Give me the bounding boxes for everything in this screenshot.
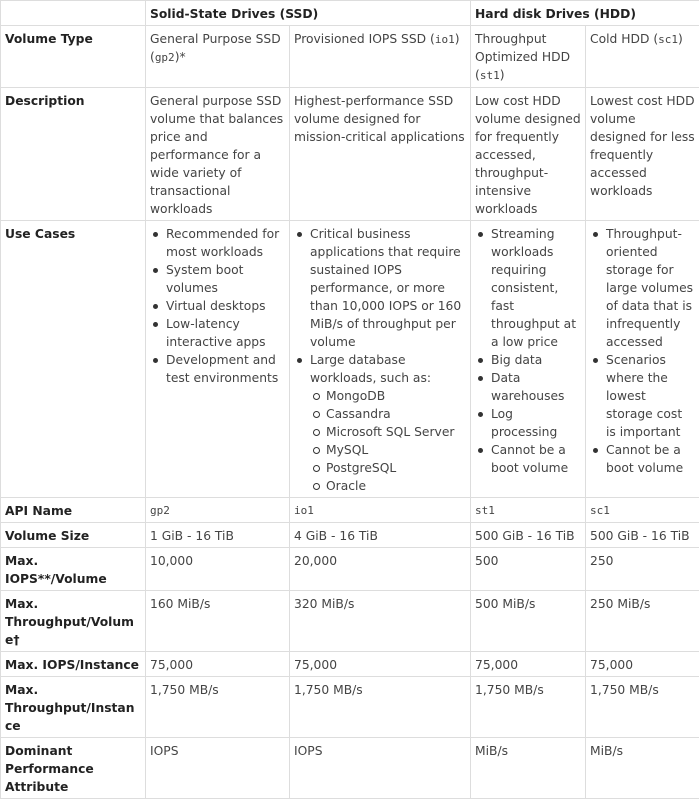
row-use-cases: [1, 221, 699, 498]
cell-sc1-dominant: MiB/s: [586, 738, 699, 799]
type-name: General Purpose SSD (: [150, 32, 281, 64]
cell-io1-tp-instance: 1,750 MB/s: [290, 677, 471, 738]
cell-gp2-tp-instance: 1,750 MB/s: [146, 677, 290, 738]
type-code: io1: [435, 33, 455, 46]
cell-sc1-api: sc1: [586, 498, 699, 523]
header-corner: [1, 1, 146, 26]
row-label: Max. Throughput/Volume†: [1, 591, 146, 652]
row-description: [1, 88, 699, 221]
type-suffix: ): [678, 32, 683, 46]
type-code: gp2: [155, 51, 175, 64]
cell-st1-iops-instance: 75,000: [471, 652, 586, 677]
type-suffix: )*: [175, 50, 186, 64]
row-label: Description: [1, 88, 146, 221]
cell-io1-iops-volume: 20,000: [290, 548, 471, 591]
type-name: Cold HDD (: [590, 32, 658, 46]
header-hdd: Hard disk Drives (HDD): [471, 1, 699, 26]
database-item: MongoDB: [326, 387, 466, 405]
database-item: MySQL: [326, 441, 466, 459]
row-volume-size: [1, 523, 699, 548]
cell-sc1-iops-instance: 75,000: [586, 652, 699, 677]
cell-st1-description: Low cost HDD volume designed for frequently accessed, throughput-intensive workloads: [471, 88, 586, 221]
use-case-item: Big data: [491, 351, 581, 369]
cell-st1-tp-volume: 500 MiB/s: [471, 591, 586, 652]
type-code: st1: [480, 69, 500, 82]
use-case-item: System boot volumes: [166, 261, 285, 297]
cell-gp2-iops-instance: 75,000: [146, 652, 290, 677]
cell-sc1-iops-volume: 250: [586, 548, 699, 591]
cell-sc1-tp-instance: 1,750 MB/s: [586, 677, 699, 738]
database-item: Cassandra: [326, 405, 466, 423]
use-case-item: Cannot be a boot volume: [606, 441, 695, 477]
cell-io1-type: [290, 26, 471, 88]
use-case-item: Log processing: [491, 405, 581, 441]
use-case-item: Recommended for most workloads: [166, 225, 285, 261]
cell-st1-api: st1: [471, 498, 586, 523]
cell-st1-iops-volume: 500: [471, 548, 586, 591]
use-case-list: [475, 225, 581, 477]
use-case-item: Streaming workloads requiring consistent, fast throughput at a low price: [491, 225, 581, 351]
row-max-iops-instance: [1, 652, 699, 677]
cell-io1-size: 4 GiB - 16 TiB: [290, 523, 471, 548]
use-case-list: [150, 225, 285, 387]
cell-io1-api: io1: [290, 498, 471, 523]
row-dominant-attribute: [1, 738, 699, 799]
cell-sc1-description: Lowest cost HDD volume designed for less frequently accessed workloads: [586, 88, 699, 221]
database-item: Microsoft SQL Server: [326, 423, 466, 441]
header-ssd: Solid-State Drives (SSD): [146, 1, 471, 26]
use-case-item: Scenarios where the lowest storage cost is important: [606, 351, 695, 441]
cell-gp2-type: [146, 26, 290, 88]
row-label: Dominant Performance Attribute: [1, 738, 146, 799]
use-case-list: [294, 225, 466, 495]
row-max-throughput-instance: [1, 677, 699, 738]
cell-gp2-tp-volume: 160 MiB/s: [146, 591, 290, 652]
cell-io1-description: Highest-performance SSD volume designed for mission-critical applications: [290, 88, 471, 221]
cell-st1-tp-instance: 1,750 MB/s: [471, 677, 586, 738]
cell-sc1-size: 500 GiB - 16 TiB: [586, 523, 699, 548]
header-row: [1, 1, 699, 26]
cell-io1-use-cases: [290, 221, 471, 498]
cell-st1-size: 500 GiB - 16 TiB: [471, 523, 586, 548]
use-case-item: Development and test environments: [166, 351, 285, 387]
cell-gp2-iops-volume: 10,000: [146, 548, 290, 591]
cell-gp2-size: 1 GiB - 16 TiB: [146, 523, 290, 548]
row-api-name: [1, 498, 699, 523]
cell-io1-dominant: IOPS: [290, 738, 471, 799]
row-label: API Name: [1, 498, 146, 523]
database-item: Oracle: [326, 477, 466, 495]
use-case-item: Virtual desktops: [166, 297, 285, 315]
database-list: [310, 387, 466, 495]
cell-gp2-dominant: IOPS: [146, 738, 290, 799]
row-label: Max. IOPS/Instance: [1, 652, 146, 677]
row-label: Max. IOPS**/Volume: [1, 548, 146, 591]
row-volume-type: [1, 26, 699, 88]
type-code: sc1: [658, 33, 678, 46]
type-suffix: ): [455, 32, 460, 46]
cell-st1-type: [471, 26, 586, 88]
use-case-item: Critical business applications that require sustained IOPS performance, or more than 10,000 IOPS or 160 MiB/s of throughput per volume: [310, 225, 466, 351]
use-case-item: Cannot be a boot volume: [491, 441, 581, 477]
database-item: PostgreSQL: [326, 459, 466, 477]
cell-st1-use-cases: [471, 221, 586, 498]
row-max-throughput-volume: [1, 591, 699, 652]
cell-gp2-api: gp2: [146, 498, 290, 523]
cell-io1-iops-instance: 75,000: [290, 652, 471, 677]
cell-sc1-use-cases: [586, 221, 699, 498]
row-label: Max. Throughput/Instance: [1, 677, 146, 738]
type-name: Throughput Optimized HDD (: [475, 32, 570, 82]
use-case-text: Large database workloads, such as:: [310, 353, 431, 385]
cell-sc1-tp-volume: 250 MiB/s: [586, 591, 699, 652]
cell-io1-tp-volume: 320 MiB/s: [290, 591, 471, 652]
row-label: Volume Size: [1, 523, 146, 548]
row-label: Use Cases: [1, 221, 146, 498]
type-suffix: ): [500, 68, 505, 82]
row-label: Volume Type: [1, 26, 146, 88]
cell-gp2-use-cases: [146, 221, 290, 498]
cell-sc1-type: [586, 26, 699, 88]
cell-st1-dominant: MiB/s: [471, 738, 586, 799]
use-case-list: [590, 225, 695, 477]
row-max-iops-volume: [1, 548, 699, 591]
type-name: Provisioned IOPS SSD (: [294, 32, 435, 46]
use-case-item: Low-latency interactive apps: [166, 315, 285, 351]
use-case-item: [310, 351, 466, 495]
use-case-item: Data warehouses: [491, 369, 581, 405]
cell-gp2-description: General purpose SSD volume that balances price and performance for a wide variety of transactional workloads: [146, 88, 290, 221]
use-case-item: Throughput-oriented storage for large volumes of data that is infrequently accessed: [606, 225, 695, 351]
